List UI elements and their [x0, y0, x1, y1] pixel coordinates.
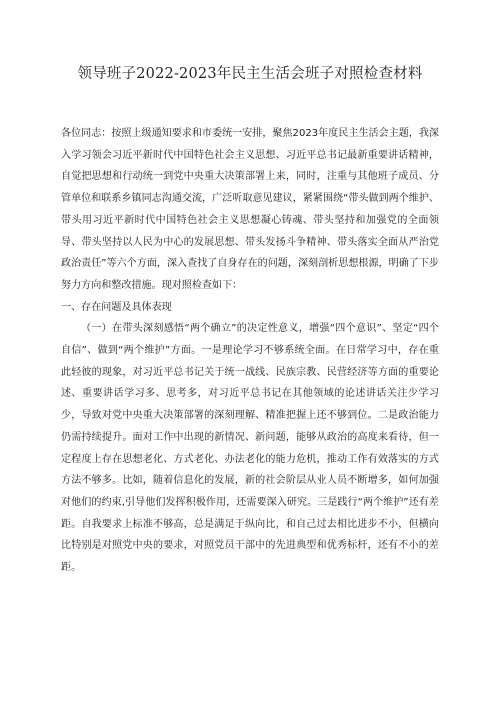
document-title: 领导班子2022-2023年民主生活会班子对照检查材料 [77, 66, 423, 82]
document-body [61, 123, 439, 579]
body-paragraph: （一）在带头深刻感悟“两个确立”的决定性意义，增强“四个意识”、坚定“四个自信”、做到“两个维护”方面。一是理论学习不够系统全面。在日常学习中，存在重此轻彼的现象，对习近平总书记关于统一战线、民族宗教、民营经济等方面的重要论述、重要讲话学习多、思考多，对习近平总书记在其他领域的论述讲话关注少学习少，导致对党中央重大决策部署的深刻理解、精准把握上还不够到位。二是政治能力仍需持续提升。面对工作中出现的新情况、新问题，能够从政治的高度来看待，但一定程度上存在思想老化、方式老化、办法老化的能力危机，推动工作有效落实的方式方法不够多。比如，随着信息化的发展，新的社会阶层从业人员不断增多，如何加强对他们的约束,引导他们发挥积极作用，还需要深入研究。三是践行“两个维护”还有差距。自我要求上标准不够高，总是满足于纵向比，和自己过去相比进步不小，但横向比特别是对照党中央的要求，对照党员干部中的先进典型和优秀标杆，还有不小的差距。 [61, 323, 439, 574]
section-heading: 一、存在问题及具体表现 [61, 301, 172, 313]
intro-paragraph: 各位同志：按照上级通知要求和市委统一安排，聚焦2023年度民主生活会主题，我深入学习领会习近平新时代中国特色社会主义思想、习近平总书记最新重要讲话精神，自觉把思想和行动统一到党中央重大决策部署上来，同时，注重与其他班子成员、分管单位和联系乡镇同志沟通交流，广泛听取意见建议，紧紧围绕“带头做到两个维护、带头用习近平新时代中国特色社会主义思想凝心铸魂、带头坚持和加强党的全面领导、带头坚持以人民为中心的发展思想、带头发扬斗争精神、带头落实全面从严治党政治责任”等六个方面，深入查找了自身存在的问题，深刻剖析思想根源，明确了下步努力方向和整改措施。现对照检查如下： [61, 128, 439, 291]
